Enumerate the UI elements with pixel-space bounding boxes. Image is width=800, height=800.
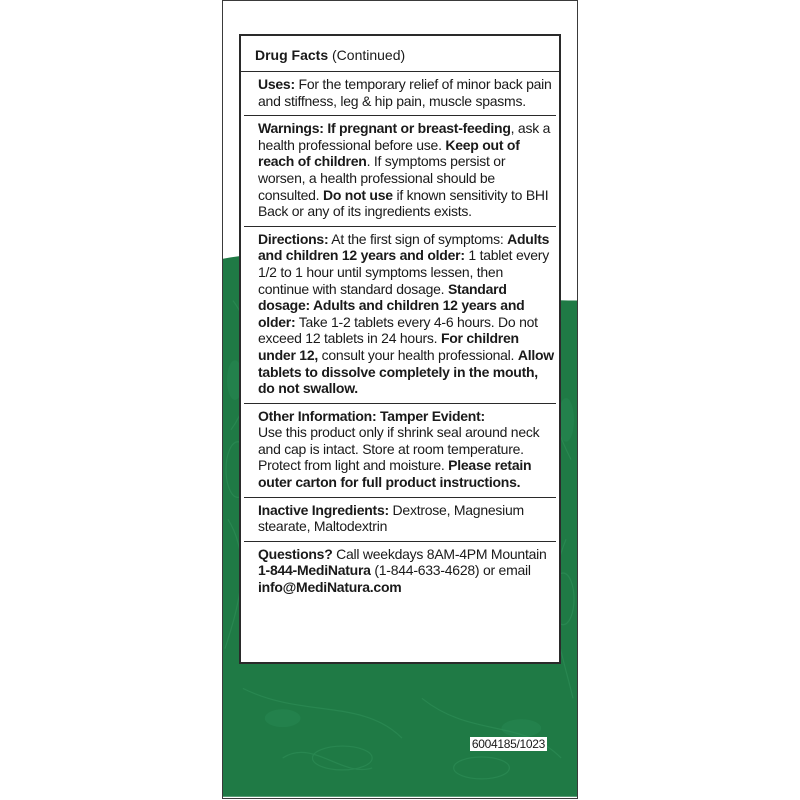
warnings-label: Warnings: bbox=[258, 120, 324, 137]
drug-facts-subtitle: (Continued) bbox=[332, 47, 406, 63]
directions-dissolve: Allow tablets to dissolve completely in the mouth, do not swallow. bbox=[258, 346, 554, 397]
directions-text-2: 1 tablet every 1/2 to 1 hour until symptoms lessen, then continue with standard dosage. bbox=[258, 247, 549, 297]
questions-email: info@MediNatura.com bbox=[258, 579, 402, 596]
directions-text-4: consult your health professional. bbox=[321, 346, 515, 363]
questions-section bbox=[244, 542, 556, 602]
warnings-section bbox=[244, 116, 556, 227]
other-info-label: Other Information: Tamper Evident: bbox=[258, 407, 485, 424]
label-panel bbox=[222, 0, 578, 799]
inactive-label: Inactive Ingredients: bbox=[258, 501, 389, 518]
directions-text-1: At the first sign of symptoms: bbox=[331, 230, 504, 247]
questions-label: Questions? bbox=[258, 545, 333, 562]
uses-text: For the temporary relief of minor back pain and stiffness, leg & hip pain, muscle spasms. bbox=[258, 76, 552, 109]
directions-standard-dosage: Standard dosage: Adults and children 12 years and older: bbox=[258, 280, 525, 330]
warnings-text-1: , ask a health professional before use. bbox=[258, 120, 551, 153]
warnings-keep-out: Keep out of reach of children bbox=[258, 136, 520, 170]
inactive-text: Dextrose, Magnesium stearate, Maltodextrin bbox=[258, 501, 524, 535]
uses-section bbox=[244, 72, 556, 116]
directions-adults: Adults and children 12 years and older: bbox=[258, 230, 550, 264]
warnings-text-2: . If symptoms persist or worsen, a health professional should be consulted. bbox=[258, 153, 506, 203]
other-info-section bbox=[244, 404, 556, 498]
inactive-ingredients-section bbox=[244, 498, 556, 542]
directions-text-3: Take 1-2 tablets every 4-6 hours. Do not exceed 12 tablets in 24 hours. bbox=[258, 313, 538, 347]
directions-section bbox=[244, 227, 556, 404]
warnings-pregnant: If pregnant or breast-feeding bbox=[327, 120, 511, 137]
warnings-do-not-use: Do not use bbox=[322, 186, 393, 203]
warnings-text-3: if known sensitivity to BHI Back or any of its ingredients exists. bbox=[258, 186, 549, 220]
questions-text-1: Call weekdays 8AM-4PM Mountain bbox=[336, 545, 547, 562]
product-code: 6004185/1023 bbox=[471, 737, 545, 751]
questions-phone: 1-844-MediNatura bbox=[258, 562, 371, 579]
directions-children: For children under 12, bbox=[258, 330, 519, 363]
drug-facts-header bbox=[241, 36, 559, 72]
questions-text-2: (1-844-633-4628) or email bbox=[374, 562, 531, 579]
drug-facts-box bbox=[239, 34, 561, 664]
drug-facts-title: Drug Facts bbox=[255, 47, 329, 63]
other-info-text: Use this product only if shrink seal around neck and cap is intact. Store at room temperature. Protect from light and moisture. bbox=[258, 424, 540, 474]
other-info-retain: Please retain outer carton for full product instructions. bbox=[258, 457, 532, 491]
directions-label: Directions: bbox=[258, 230, 329, 247]
uses-label: Uses: bbox=[258, 76, 295, 92]
